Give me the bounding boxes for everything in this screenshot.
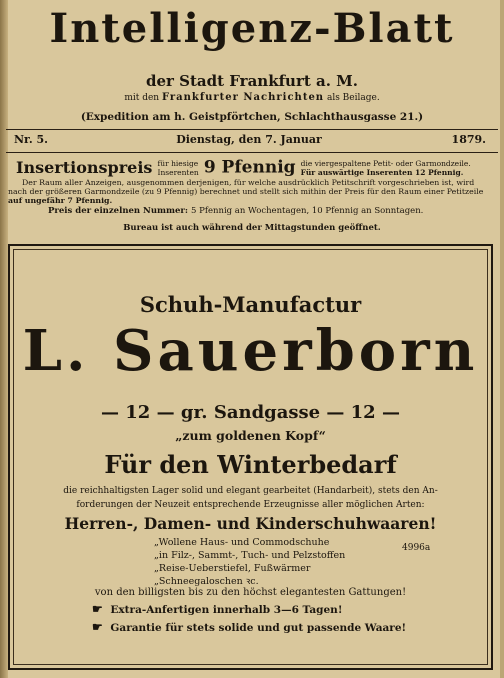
single-price-text: 5 Pfennig an Wochentagen, 10 Pfennig an Sonntagen. [190,206,424,216]
insertion-price-block [8,157,496,237]
insertion-line-4: auf ungefähr 7 Pfennig. [8,196,113,205]
ad-heading: Für den Winterbedarf [104,450,397,479]
insertion-terms-1: die viergespaltene Petit- oder Garmondzeile. [300,158,471,168]
pointing-hand-icon: ☛ [92,602,103,616]
insertion-local-label-2: Inserenten [157,167,199,177]
header-rule-top [6,129,498,130]
issue-number: Nr. 5. [14,133,48,146]
bureau-notice: Bureau ist auch während der Mittagstunden geöffnet. [123,223,381,233]
list-item: „in Filz-, Sammt-, Tuch- und Pelzstoffen [154,550,346,561]
ad-range-line: von den billigsten bis zu den höchst elegantesten Gattungen! [94,587,407,598]
ad-address: — 12 — gr. Sandgasse — 12 — [101,402,400,423]
insertion-local-label-1: für hiesige [157,158,199,168]
ad-manufactory: Schuh-Manufactur [139,292,362,317]
insertion-local-price: 9 Pfennig [203,157,296,178]
ad-shoe-types: Herren-, Damen- und Kinderschuhwaaren! [64,514,437,533]
issue-year: 1879. [451,133,486,146]
insertion-terms [301,159,471,177]
ad-company-name: L. Sauerborn [22,318,479,384]
insertion-local-label [158,159,199,177]
issue-date: Dienstag, den 7. Januar [176,133,322,146]
supplement-suffix: als Beilage. [326,93,380,103]
list-item: „Wollene Haus- und Commodschuhe [154,537,330,548]
supplement-prefix: mit den [124,93,160,103]
ad-reference-code: 4996a [402,543,431,553]
insertion-line-1 [16,157,471,178]
ad-product-list [154,536,345,588]
ad-stock-line-1: die reichhaltigsten Lager solid und elegant gearbeitet (Handarbeit), stets den An- [63,486,438,496]
list-item: „Reise-Ueberstiefel, Fußwärmer [154,563,311,574]
advertisement-inner-frame [13,249,488,665]
insertion-line-3: nach der größeren Garmondzeile (zu 9 Pfennig) berechnet und stellt sich mithin der Preis für den Raum einer Petitzeile [8,187,484,196]
insertion-terms-2: Für auswärtige Inserenten 12 Pfennig. [300,167,464,177]
ad-guarantee-text: Garantie für stets solide und gut passende Waare! [110,622,407,634]
single-price-label: Preis der einzelnen Nummer: [48,206,189,216]
ad-house-sign: „zum goldenen Kopf“ [175,428,326,443]
ad-stock-line-2: forderungen der Neuzeit entsprechende Erzeugnisse aller möglichen Arten: [76,500,425,510]
masthead-title: Intelligenz-Blatt [49,5,455,52]
list-item: „Schneegaloschen ꝛc. [154,576,259,587]
supplement-paper: Frankfurter Nachrichten [161,92,325,103]
insertion-line-2: Der Raum aller Anzeigen, ausgenommen derjenigen, für welche ausdrücklich Petitschrift vorgeschrieben ist, wird [22,178,475,187]
ad-extra-text: Extra-Anfertigen innerhalb 3—6 Tagen! [110,604,343,616]
issue-row [8,133,490,151]
header-rule-bottom [6,152,498,153]
insertion-title: Insertionspreis [16,158,153,177]
ad-extra-line [92,602,342,616]
supplement-line [0,92,504,103]
single-issue-price [48,206,423,216]
shoe-advertisement [8,244,493,670]
pointing-hand-icon: ☛ [92,620,103,634]
masthead-subtitle: der Stadt Frankfurt a. M. [146,72,358,90]
expedition-line: (Expedition am h. Geistpförtchen, Schlachthausgasse 21.) [80,111,424,123]
ad-guarantee-line [92,620,406,634]
